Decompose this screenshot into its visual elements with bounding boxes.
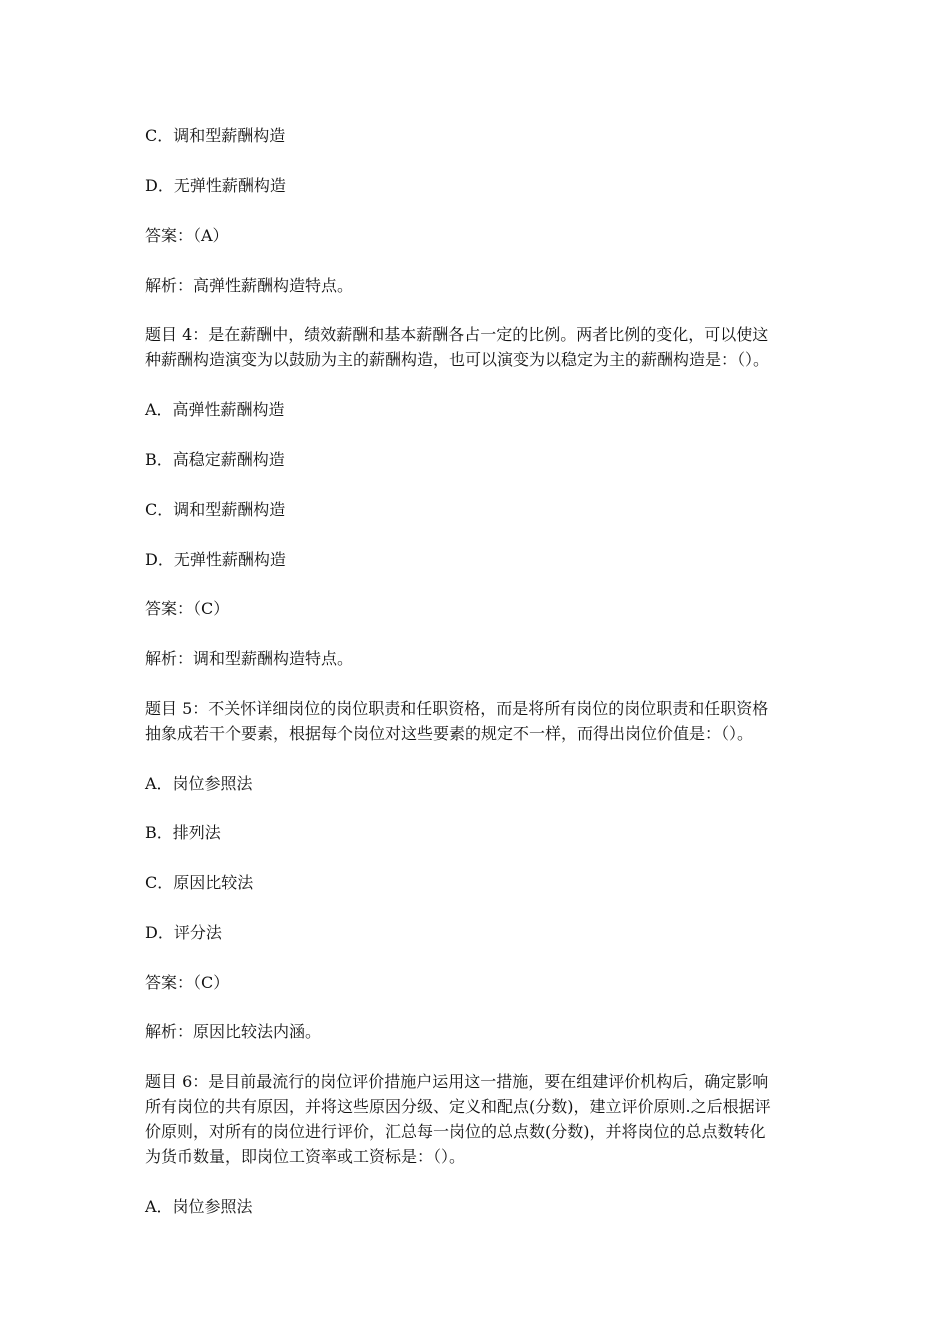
q3-option-c: C．调和型薪酬构造 — [145, 126, 286, 145]
q4-explanation: 解析：调和型薪酬构造特点。 — [145, 649, 354, 668]
q6-option-a: A．岗位参照法 — [145, 1197, 253, 1216]
q4-question-line-2: 种薪酬构造演变为以鼓励为主的薪酬构造，也可以演变为以稳定为主的薪酬构造是：（）。 — [145, 350, 770, 369]
q6-question-line-1: 题目 6：是目前最流行的岗位评价措施户运用这一措施，要在组建评价机构后，确定影响 — [145, 1072, 769, 1091]
q5-option-c: C．原因比较法 — [145, 873, 254, 892]
q6-question-line-2: 所有岗位的共有原因，并将这些原因分级、定义和配点(分数)，建立评价原则.之后根据评 — [145, 1097, 771, 1116]
q6-question-line-3: 价原则，对所有的岗位进行评价，汇总每一岗位的总点数(分数)，并将岗位的总点数转化 — [145, 1122, 766, 1141]
q3-explanation: 解析：高弹性薪酬构造特点。 — [145, 276, 354, 295]
q4-option-a: A．高弹性薪酬构造 — [145, 400, 285, 419]
q6-question-line-4: 为货币数量，即岗位工资率或工资标是：（）。 — [145, 1147, 466, 1166]
q5-question-line-1: 题目 5：不关怀详细岗位的岗位职责和任职资格，而是将所有岗位的岗位职责和任职资格 — [145, 699, 769, 718]
q5-answer: 答案：（C） — [145, 973, 230, 992]
q5-question — [145, 696, 815, 746]
q4-question-line-1: 题目 4：是在薪酬中，绩效薪酬和基本薪酬各占一定的比例。两者比例的变化，可以使这 — [145, 325, 769, 344]
q5-question-line-2: 抽象成若干个要素，根据每个岗位对这些要素的规定不一样，而得出岗位价值是：（）。 — [145, 724, 754, 743]
q5-option-b: B．排列法 — [145, 823, 221, 842]
q5-explanation: 解析：原因比较法内涵。 — [145, 1022, 322, 1041]
q5-option-a: A．岗位参照法 — [145, 774, 253, 793]
q4-option-c: C．调和型薪酬构造 — [145, 500, 286, 519]
q4-option-d: D．无弹性薪酬构造 — [145, 550, 286, 569]
q5-option-d: D．评分法 — [145, 923, 222, 942]
q4-question — [145, 322, 815, 372]
q3-option-d: D．无弹性薪酬构造 — [145, 176, 286, 195]
q4-option-b: B．高稳定薪酬构造 — [145, 450, 285, 469]
q4-answer: 答案：（C） — [145, 599, 230, 618]
q6-question — [145, 1069, 815, 1169]
q3-answer: 答案：（A） — [145, 226, 229, 245]
